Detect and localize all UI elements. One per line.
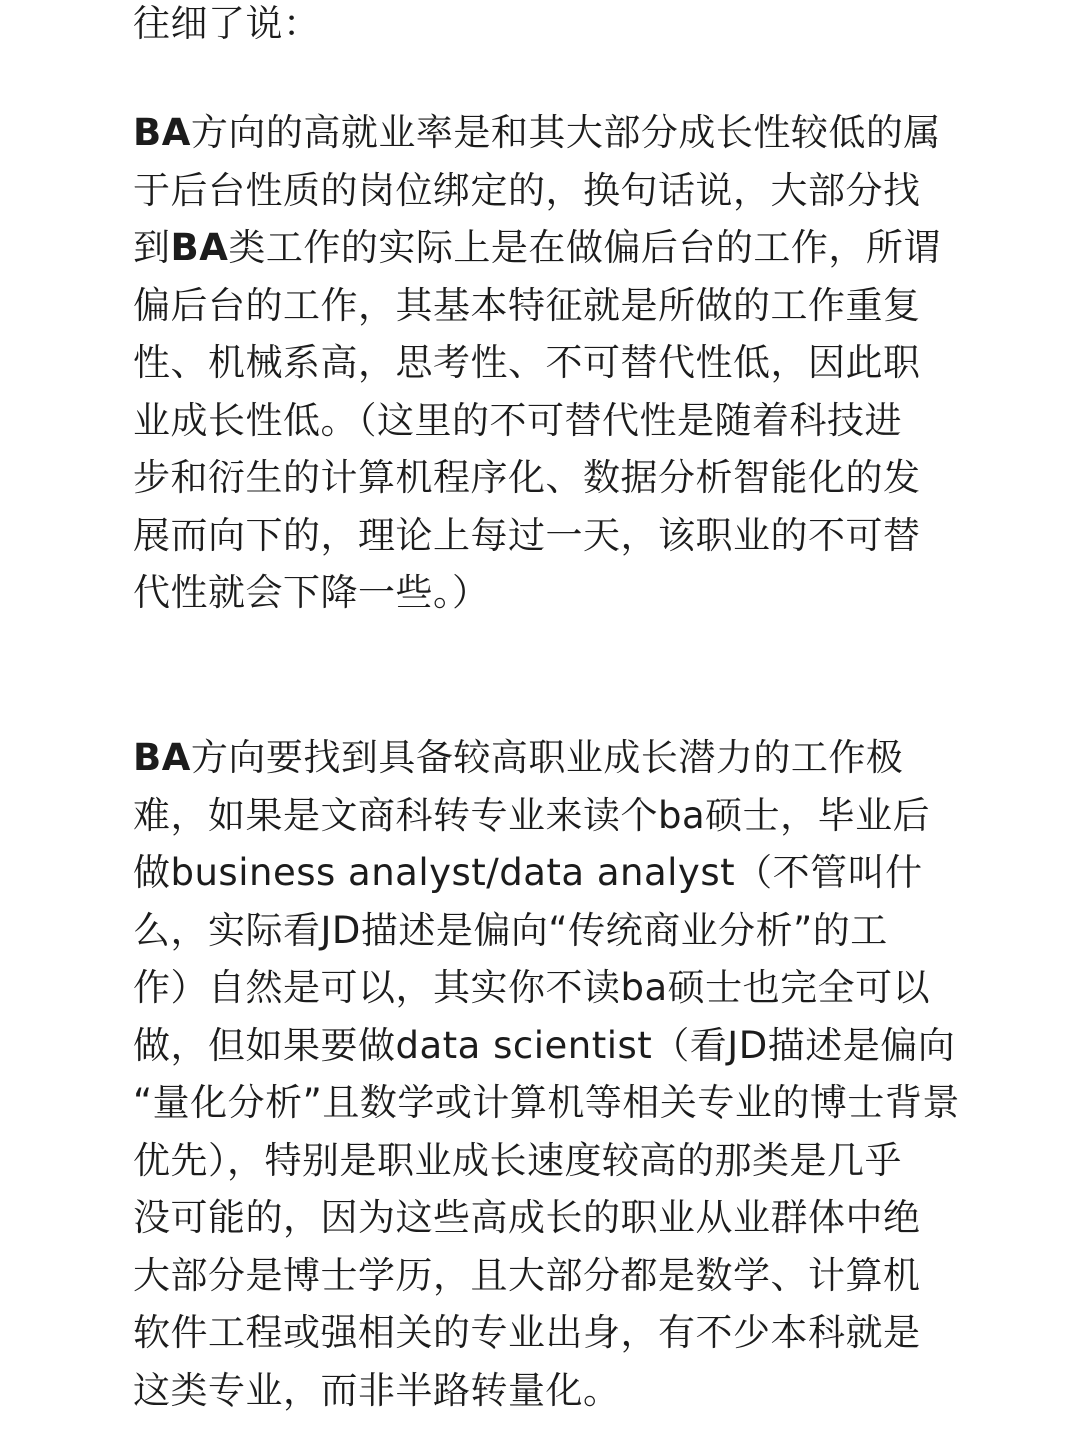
paragraph-2-line-9: 没可能的，因为这些高成长的职业从业群体中绝 xyxy=(133,1196,921,1239)
paragraph-1 xyxy=(133,104,963,622)
paragraph-2-line-4: 么，实际看JD描述是偏向“传统商业分析”的工 xyxy=(133,908,888,952)
paragraph-2-line-10: 大部分是博士学历，且大部分都是数学、计算机 xyxy=(133,1253,921,1297)
paragraph-1-line-5: 性、机械系高，思考性、不可替代性低，因此职 xyxy=(133,341,921,384)
paragraph-2-line-2: 难，如果是文商科转专业来读个ba硕士，毕业后 xyxy=(133,793,931,837)
paragraph-2-line-12: 这类专业，而非半路转量化。 xyxy=(133,1368,621,1412)
line-text: 到 xyxy=(133,226,171,269)
paragraph-1-line-4: 偏后台的工作，其基本特征就是所做的工作重复 xyxy=(133,283,921,327)
line-text: 方向的高就业率是和其大部分成长性较低的属 xyxy=(190,111,941,154)
paragraph-2-line-8: 优先），特别是职业成长速度较高的那类是几乎 xyxy=(133,1138,902,1182)
paragraph-1-line-8: 展而向下的，理论上每过一天，该职业的不可替 xyxy=(133,513,921,557)
paragraph-1-line-7: 步和衍生的计算机程序化、数据分析智能化的发 xyxy=(133,456,921,499)
line-text: 类工作的实际上是在做偏后台的工作，所谓 xyxy=(228,226,941,269)
paragraph-2 xyxy=(133,729,963,1419)
bold-term: BA xyxy=(133,111,191,154)
paragraph-2-line-3: 做business analyst/data analyst（不管叫什 xyxy=(133,851,923,894)
bold-term: BA xyxy=(170,226,229,269)
intro-line: 往细了说： xyxy=(133,2,321,45)
paragraph-2-line-11: 软件工程或强相关的专业出身，有不少本科就是 xyxy=(133,1311,921,1354)
paragraph-2-line-6: 做，但如果要做data scientist（看JD描述是偏向 xyxy=(133,1023,956,1067)
paragraph-1-line-6: 业成长性低。（这里的不可替代性是随着科技进 xyxy=(133,398,902,442)
paragraph-2-line-5: 作）自然是可以，其实你不读ba硕士也完全可以 xyxy=(133,966,931,1009)
paragraph-2-line-7: “量化分析”且数学或计算机等相关专业的博士背景 xyxy=(133,1081,960,1124)
paragraph-1-line-9: 代性就会下降一些。） xyxy=(133,571,490,614)
paragraph-2-line-1 xyxy=(133,729,963,787)
paragraph-1-line-3 xyxy=(133,219,963,277)
intro-text xyxy=(133,0,963,53)
line-text: 方向要找到具备较高职业成长潜力的工作极 xyxy=(190,736,904,779)
paragraph-1-line-1 xyxy=(133,104,963,162)
bold-term: BA xyxy=(133,736,191,779)
paragraph-1-line-2: 于后台性质的岗位绑定的，换句话说，大部分找 xyxy=(133,168,921,212)
